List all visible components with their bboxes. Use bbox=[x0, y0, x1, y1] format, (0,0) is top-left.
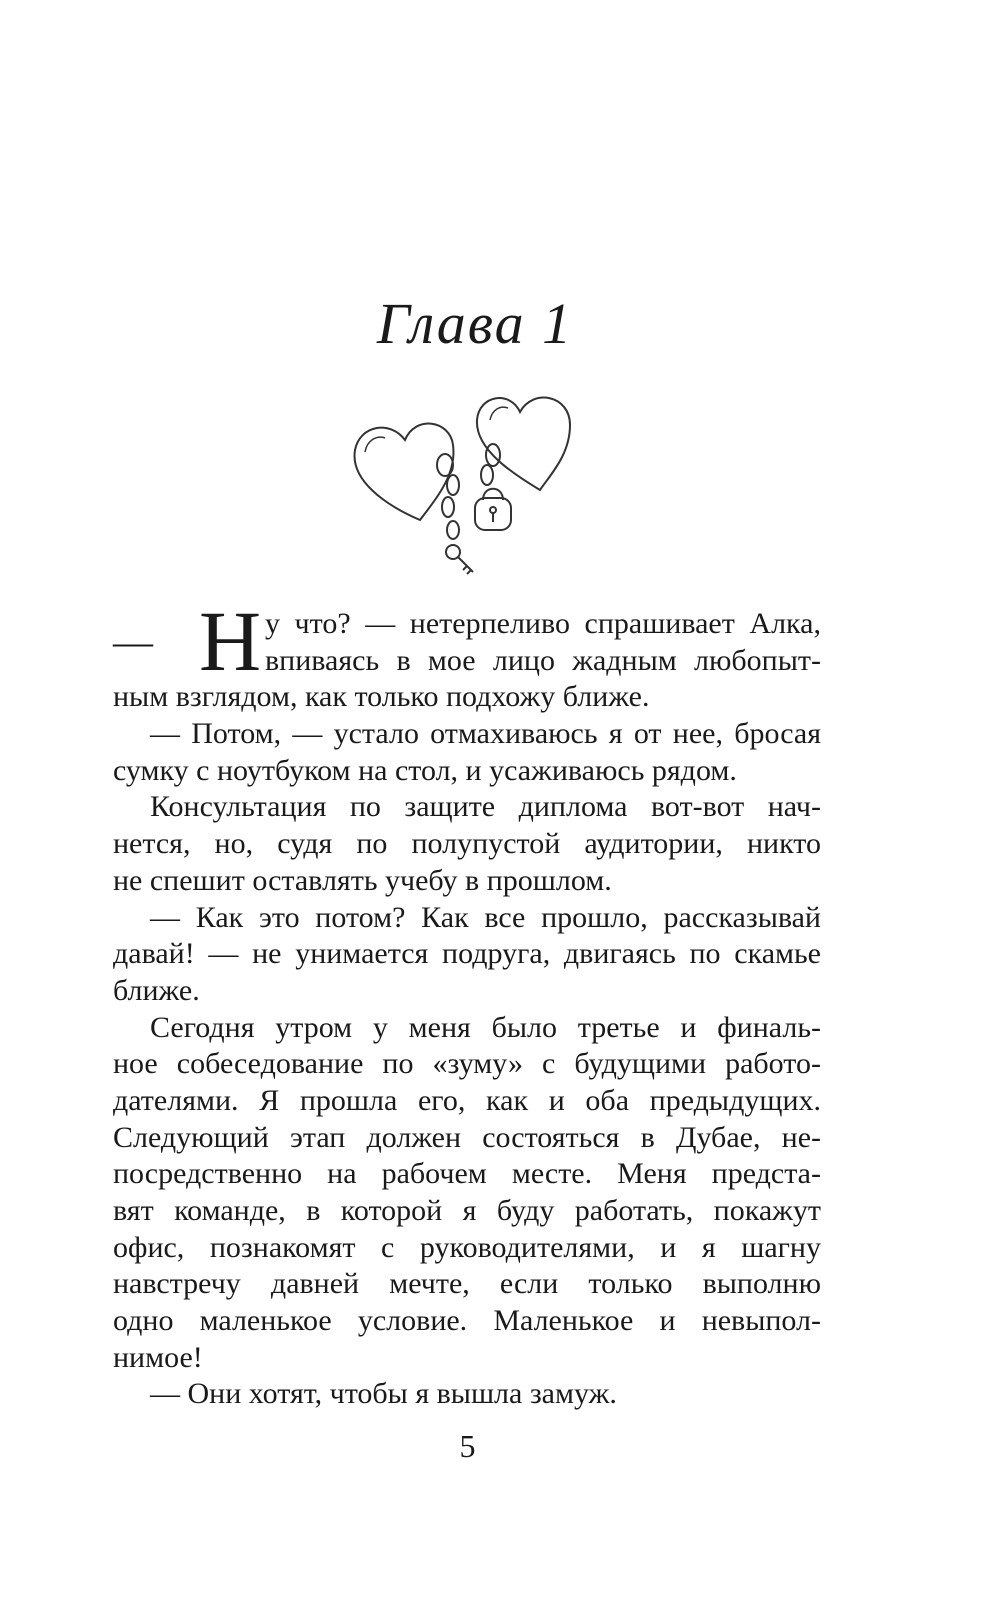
text-line: навстречу давней мечте, если только выполню bbox=[113, 1267, 821, 1301]
text-line: одно маленькое условие. Маленькое и невыпол- bbox=[113, 1304, 821, 1338]
text-line: вят команде, в которой я буду работать, покажут bbox=[113, 1194, 821, 1228]
hearts-padlock-icon bbox=[345, 380, 595, 580]
text-line: впиваясь в мое лицо жадным любопыт- bbox=[265, 643, 821, 677]
text-line: офис, познакомят с руководителями, и я шагну bbox=[113, 1230, 821, 1264]
text-line: — Потом, — устало отмахиваюсь я от нее, бросая bbox=[150, 717, 821, 751]
body-text bbox=[113, 593, 821, 1413]
text-line: сумку с ноутбуком на стол, и усаживаюсь рядом. bbox=[113, 753, 737, 787]
text-line: Консультация по защите диплома вот-вот нач- bbox=[150, 790, 821, 824]
text-line: — Как это потом? Как все прошло, рассказывай bbox=[150, 900, 821, 934]
drop-cap-paragraph bbox=[113, 593, 821, 689]
text-line: Следующий этап должен состояться в Дубае, не- bbox=[113, 1120, 821, 1154]
text-line: Сегодня утром у меня было третье и финаль- bbox=[150, 1010, 821, 1044]
text-line: ближе. bbox=[113, 973, 200, 1007]
text-line: ным взглядом, как только подхожу ближе. bbox=[113, 680, 650, 714]
text-line: дателями. Я прошла его, как и оба предыдущих. bbox=[113, 1083, 821, 1117]
text-line: давай! — не унимается подруга, двигаясь по скамье bbox=[113, 937, 821, 971]
text-line: посредственно на рабочем месте. Меня предста- bbox=[113, 1157, 821, 1191]
drop-cap: Н bbox=[199, 593, 262, 689]
dialogue-dash: — bbox=[113, 619, 153, 664]
page-number: 5 bbox=[459, 1428, 476, 1464]
text-line: ное собеседование по «зуму» с будущими работо- bbox=[113, 1047, 821, 1081]
text-line: — Они хотят, чтобы я вышла замуж. bbox=[150, 1377, 617, 1411]
text-line: нимое! bbox=[113, 1340, 203, 1374]
text-line: у что? — нетерпеливо спрашивает Алка, bbox=[265, 607, 821, 640]
chapter-title: Глава 1 bbox=[376, 291, 574, 356]
text-line: не спешит оставлять учебу в прошлом. bbox=[113, 863, 612, 897]
text-line: нется, но, судя по полупустой аудитории, никто bbox=[113, 827, 821, 861]
